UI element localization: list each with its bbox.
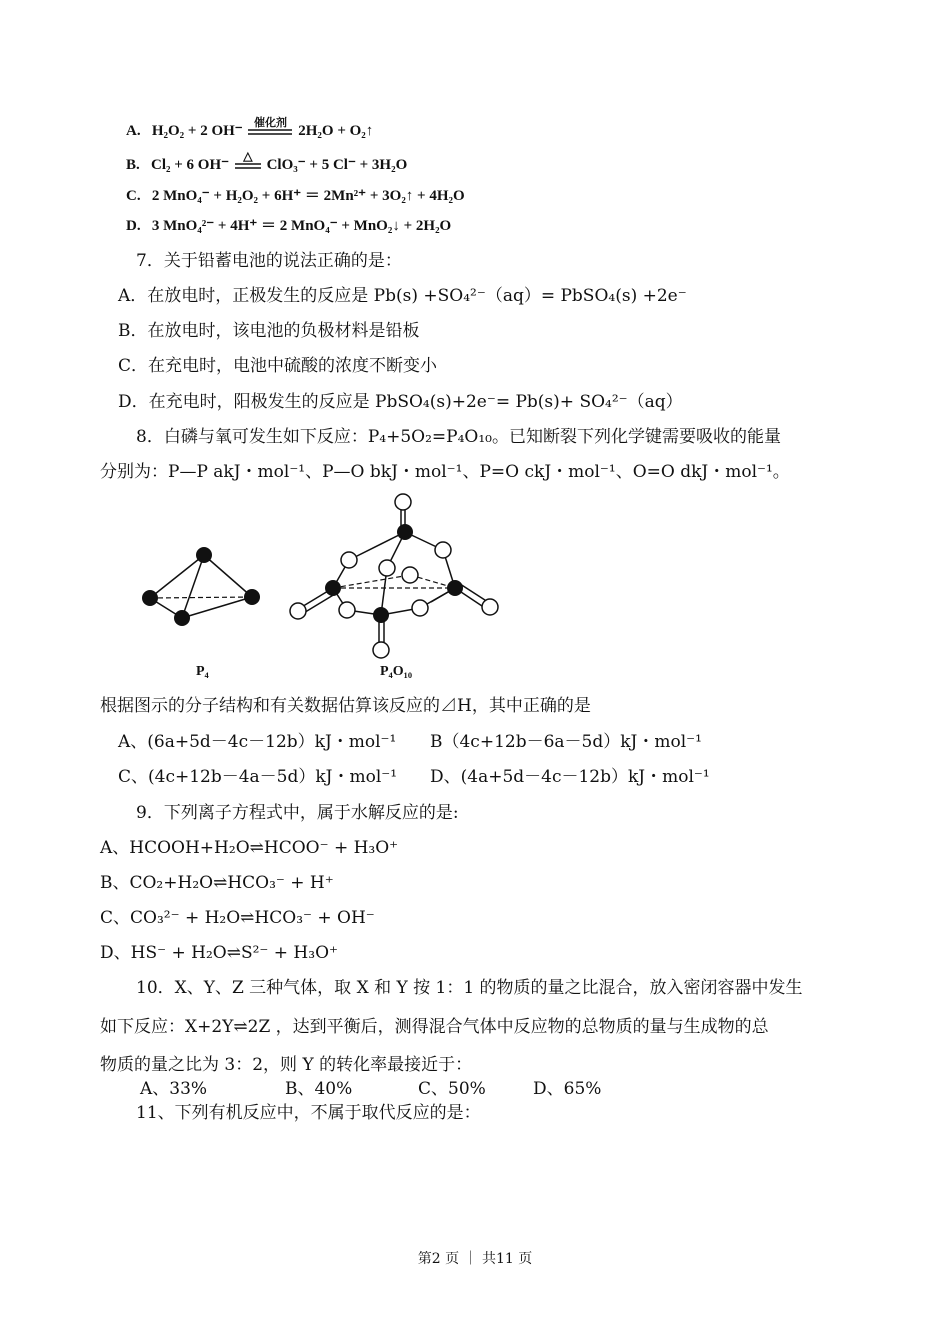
q6-option-b xyxy=(126,149,408,176)
p4o10-structure-figure xyxy=(285,490,505,665)
q9-option-d: D、HS⁻ + H₂O⇌S²⁻ + H₃O⁺ xyxy=(100,943,338,963)
q6-option-c-label: C. xyxy=(126,188,141,204)
q6-option-c xyxy=(126,185,465,207)
q10-option-b: B、40% xyxy=(285,1079,353,1099)
q9-option-b: B、CO₂+H₂O⇌HCO₃⁻ + H⁺ xyxy=(100,873,334,893)
heat-arrow xyxy=(233,149,263,176)
heat-condition: △ xyxy=(243,149,253,163)
catalyst-arrow xyxy=(246,117,294,142)
p4-structure-figure xyxy=(130,540,270,635)
q6-option-c-text: 2 MnO₄⁻ + H₂O₂ + 6H⁺ ＝ 2Mn²⁺ + 3O₂↑ + 4H₂O xyxy=(151,188,465,204)
p4o10-label: P₄O₁₀ xyxy=(380,664,413,679)
q8-option-d: D、(4a+5d－4c－12b）kJ・mol⁻¹ xyxy=(430,767,710,787)
q6-option-d-label: D. xyxy=(126,218,141,234)
q6-option-a xyxy=(126,117,374,142)
q8-option-c: C、(4c+12b－4a－5d）kJ・mol⁻¹ xyxy=(118,767,398,787)
q6-option-a-label: A. xyxy=(126,123,141,139)
q8-question: 根据图示的分子结构和有关数据估算该反应的⊿H，其中正确的是 xyxy=(100,696,591,716)
q7-option-c: C．在充电时，电池中硫酸的浓度不断变小 xyxy=(118,356,438,376)
q6-option-b-right: ClO₃⁻ + 5 Cl⁻ + 3H₂O xyxy=(266,157,408,173)
q10-option-c: C、50% xyxy=(418,1079,486,1099)
q8-stem-line2: 分别为：P—P akJ・mol⁻¹、P—O bkJ・mol⁻¹、P=O ckJ・mol⁻¹、O=O dkJ・mol⁻¹。 xyxy=(100,462,790,482)
q6-option-d xyxy=(126,215,451,237)
q11-stem: 11、下列有机反应中，不属于取代反应的是： xyxy=(136,1103,481,1123)
q9-option-c: C、CO₃²⁻ + H₂O⇌HCO₃⁻ + OH⁻ xyxy=(100,908,375,928)
q7-stem: 7．关于铅蓄电池的说法正确的是： xyxy=(136,251,402,271)
q9-stem: 9．下列离子方程式中，属于水解反应的是: xyxy=(136,803,459,823)
q6-option-b-left: Cl₂ + 6 OH⁻ xyxy=(151,157,233,173)
q10-option-d: D、65% xyxy=(533,1079,602,1099)
q10-option-a: A、33% xyxy=(140,1079,208,1099)
q7-option-a: A．在放电时，正极发生的反应是 Pb(s) +SO₄²⁻（aq）= PbSO₄(s) +2e⁻ xyxy=(118,286,687,306)
q8-option-b: B（4c+12b－6a－5d）kJ・mol⁻¹ xyxy=(430,732,702,752)
q7-option-d: D．在充电时，阳极发生的反应是 PbSO₄(s)+2e⁻= Pb(s)+ SO₄²⁻（aq） xyxy=(118,392,683,412)
p4-label: P₄ xyxy=(196,664,209,679)
q7-option-b: B．在放电时，该电池的负极材料是铅板 xyxy=(118,321,420,341)
catalyst-condition: 催化剂 xyxy=(253,117,287,129)
q10-stem-line1: 10．X、Y、Z 三种气体，取 X 和 Y 按 1：1 的物质的量之比混合，放入密闭容器中发生 xyxy=(136,978,803,998)
q6-option-d-text: 3 MnO₄²⁻ + 4H⁺ ＝ 2 MnO₄⁻ + MnO₂↓ + 2H₂O xyxy=(151,218,452,234)
q8-stem-line1: 8．白磷与氧可发生如下反应：P₄+5O₂=P₄O₁₀。已知断裂下列化学键需要吸收的能量 xyxy=(136,427,781,447)
q8-option-a: A、(6a+5d－4c－12b）kJ・mol⁻¹ xyxy=(118,732,397,752)
page-footer: 第2 页 ｜ 共11 页 xyxy=(417,1251,533,1267)
q6-option-b-label: B. xyxy=(126,157,140,173)
q6-option-a-left: H₂O₂ + 2 OH⁻ xyxy=(151,123,247,139)
q9-option-a: A、HCOOH+H₂O⇌HCOO⁻ + H₃O⁺ xyxy=(100,838,399,858)
q10-stem-line3: 物质的量之比为 3：2，则 Y 的转化率最接近于： xyxy=(100,1055,473,1075)
q10-stem-line2: 如下反应：X+2Y⇌2Z ，达到平衡后，测得混合气体中反应物的总物质的量与生成物的总 xyxy=(100,1017,769,1037)
q6-option-a-right: 2H₂O + O₂↑ xyxy=(298,123,374,139)
